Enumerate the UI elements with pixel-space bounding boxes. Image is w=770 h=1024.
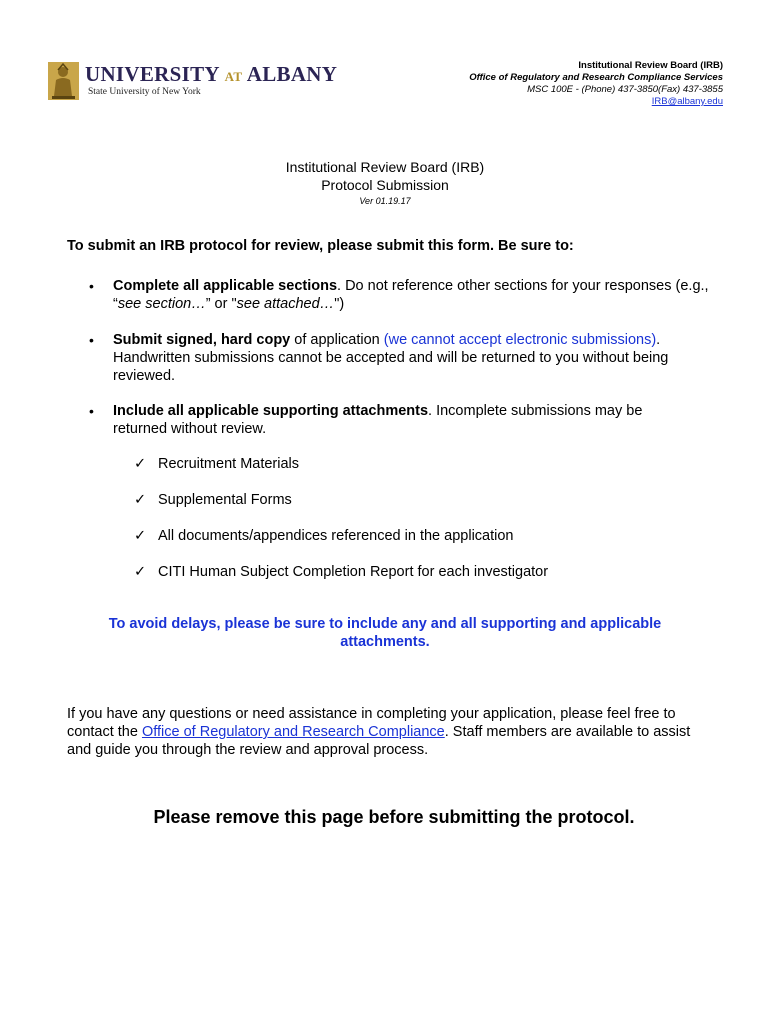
intro-text: To submit an IRB protocol for review, please submit this form. Be sure to: — [67, 238, 574, 254]
university-logo — [48, 60, 338, 102]
contact-block — [469, 60, 723, 108]
form-title — [0, 158, 770, 208]
check-icon: ✓ — [134, 456, 147, 472]
minerva-seal-icon — [48, 62, 79, 100]
bullet-item-attachments: Include all applicable supporting attachments. Incomplete submissions may be returned without review. — [113, 403, 643, 437]
checklist-item: ✓ Supplemental Forms — [134, 492, 292, 508]
check-icon: ✓ — [134, 492, 147, 508]
contact-phone-fax: MSC 100E - (Phone) 437-3850(Fax) 437-3855 — [527, 84, 723, 95]
bullet-item-complete-sections: Complete all applicable sections. Do not reference other sections for your responses (e.g., “see section…” or "see attached…") — [113, 278, 709, 312]
university-name: UNIVERSITY AT ALBANY — [85, 62, 338, 86]
bullet-dot: • — [89, 332, 94, 348]
checklist-item: ✓ All documents/appendices referenced in the application — [134, 528, 514, 544]
check-icon: ✓ — [134, 528, 147, 544]
form-version: Ver 01.19.17 — [359, 196, 411, 206]
bullet-dot: • — [89, 278, 94, 294]
warning-text: To avoid delays, please be sure to include any and all supporting and applicable attachments. — [108, 616, 662, 650]
university-subtitle: State University of New York — [88, 87, 201, 97]
bullet-item-hard-copy: Submit signed, hard copy of application (we cannot accept electronic submissions). Handwritten submissions cannot be accepted and will be returned to you without being reviewed. — [113, 332, 669, 384]
checklist-item: ✓ CITI Human Subject Completion Report for each investigator — [134, 564, 549, 580]
contact-email-link[interactable]: IRB@albany.edu — [651, 96, 723, 107]
help-paragraph: If you have any questions or need assistance in completing your application, please feel free to contact the Office of Regulatory and Research Compliance. Staff members are available to assist and guide you through the review and approval process. — [67, 706, 691, 758]
contact-board-name: Institutional Review Board (IRB) — [578, 60, 723, 71]
remove-page-note: Please remove this page before submitting the protocol. — [153, 807, 635, 827]
check-icon: ✓ — [134, 564, 147, 580]
form-title-line2: Protocol Submission — [321, 177, 449, 193]
bullet-dot: • — [89, 403, 94, 419]
checklist-item: ✓ Recruitment Materials — [134, 456, 300, 472]
contact-office-name: Office of Regulatory and Research Compliance Services — [469, 72, 723, 83]
form-title-line1: Institutional Review Board (IRB) — [285, 159, 485, 175]
compliance-office-link[interactable]: Office of Regulatory and Research Compliance — [141, 724, 445, 740]
